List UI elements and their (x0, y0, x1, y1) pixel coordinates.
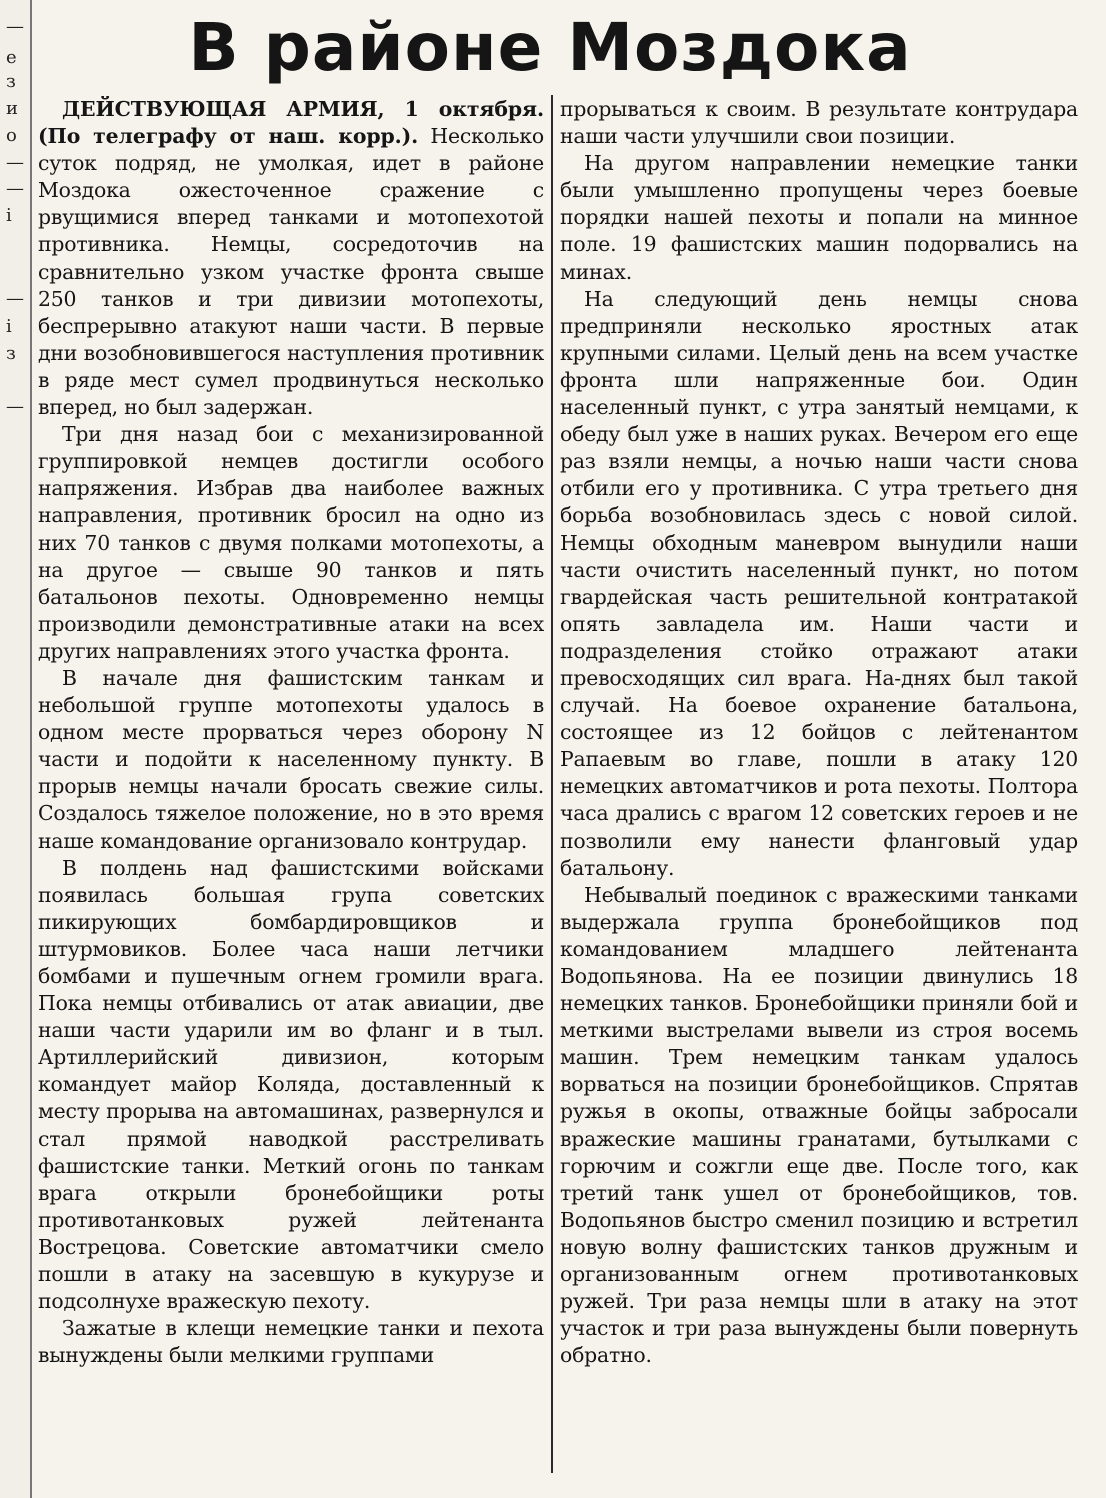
margin-fragment: е (6, 47, 17, 68)
article-paragraph: На следующий день немцы снова предприняли несколько яростных атак крупными силами. Целый день на всем участке фронта шли напряженные бои. Один населенный пункт, с утра занятый немцами, к обеду был уже в наших руках. Вечером его еще раз взяли немцы, а ночью наши части снова отбили его у противника. С утра третьего дня борьба возобновилась здесь с новой силой. Немцы обходным маневром вынудили наши части очистить населенный пункт, но потом гвардейская часть решительной контратакой опять завладела им. Наши части и подразделения стойко отражают атаки превосходящих сил врага. На-днях был такой случай. На боевое охранение батальона, состоящее из 12 бойцов с лейтенантом Рапаевым во главе, пошли в атаку 120 немецких автоматчиков и рота пехоты. Полтора часа дрались с врагом 12 советских героев и не позволили ему нанести фланговый удар батальону. (560, 286, 1078, 880)
article-title: В районе Моздока (188, 9, 912, 86)
dateline: ДЕЙСТВУЮЩАЯ АРМИЯ, 1 октября. (По телеграфу от наш. корр.). (38, 97, 544, 149)
margin-fragment: — (6, 288, 24, 309)
left-margin-fragment (0, 0, 32, 1498)
article-left-column (38, 96, 544, 1488)
article-right-column (560, 96, 1078, 1488)
margin-fragment: з (6, 71, 16, 92)
article-paragraph: В полдень над фашистскими войсками появилась большая група советских пикирующих бомбардировщиков и штурмовиков. Более часа наши летчики бомбами и пушечным огнем громили врага. Пока немцы отбивались от атак авиации, две наши части ударили им во фланг и в тыл. Артиллерийский дивизион, которым командует майор Коляда, доставленный к месту прорыва на автомашинах, развернулся и стал прямой наводкой расстреливать фашистские танки. Меткий огонь по танкам врага открыли бронебойщики роты противотанковых ружей лейтенанта Вострецова. Советские автоматчики смело пошли в атаку на засевшую в кукурузе и подсолнухе вражескую пехоту. (38, 855, 544, 1314)
article-paragraph: прорываться к своим. В результате контрудара наши части улучшили свои позиции. (560, 97, 1078, 149)
margin-fragment: — (6, 16, 24, 37)
article-paragraph: В начале дня фашистским танкам и небольшой группе мотопехоты удалось в одном месте прорваться через оборону N части и подойти к населенному пункту. В прорыв немцы начали бросать свежие силы. Создалось тяжелое положение, но в это время наше командование организовало контрудар. (38, 665, 544, 853)
margin-fragment: — (6, 152, 24, 173)
margin-fragment: і (6, 316, 12, 337)
column-divider (551, 95, 553, 1473)
article-paragraph (38, 96, 544, 421)
article-paragraph: На другом направлении немецкие танки были умышленно пропущены через боевые порядки нашей пехоты и попали на минное поле. 19 фашистских машин подорвались на минах. (560, 151, 1078, 284)
article-paragraph: Три дня назад бои с механизированной группировкой немцев достигли особого напряжения. Избрав два наиболее важных направления, противник бросил на одно из них 70 танков с двумя полками мотопехоты, а на другое — свыше 90 танков и пять батальонов пехоты. Одновременно немцы производили демонстративные атаки на всех других направлениях этого участка фронта. (38, 422, 544, 663)
margin-fragment: о (6, 125, 17, 146)
paragraph-text: Несколько суток подряд, не умолкая, идет в районе Моздока ожесточенное сражение с рвущимися вперед танками и мотопехотой противника. Немцы, сосредоточив на сравнительно узком участке фронта свыше 250 танков и три дивизии мотопехоты, беспрерывно атакуют наши части. В первые дни возобновившегося наступления противник в ряде мест сумел продвинуться несколько вперед, но был задержан. (38, 124, 544, 420)
article-paragraph: Зажатые в клещи немецкие танки и пехота вынуждены были мелкими группами (38, 1316, 544, 1368)
article-paragraph: Небывалый поединок с вражескими танками выдержала группа бронебойщиков под командованием младшего лейтенанта Водопьянова. На ее позиции двинулись 18 немецких танков. Бронебойщики приняли бой и меткими выстрелами вывели из строя восемь машин. Трем немецким танкам удалось ворваться на позиции бронебойщиков. Спрятав ружья в окопы, отважные бойцы забросали вражеские машины гранатами, бутылками с горючим и сожгли еще две. После того, как третий танк ушел от бронебойщиков, тов. Водопьянов быстро сменил позицию и встретил новую волну фашистских танков дружным и организованным огнем противотанковых ружей. Три раза немцы шли в атаку на этот участок и три раза вынуждены были повернуть обратно. (560, 882, 1078, 1368)
margin-fragment: — (6, 396, 24, 417)
margin-fragment: і (6, 205, 12, 226)
margin-fragment: з (6, 343, 16, 364)
margin-fragment: и (6, 98, 18, 119)
margin-fragment: — (6, 178, 24, 199)
